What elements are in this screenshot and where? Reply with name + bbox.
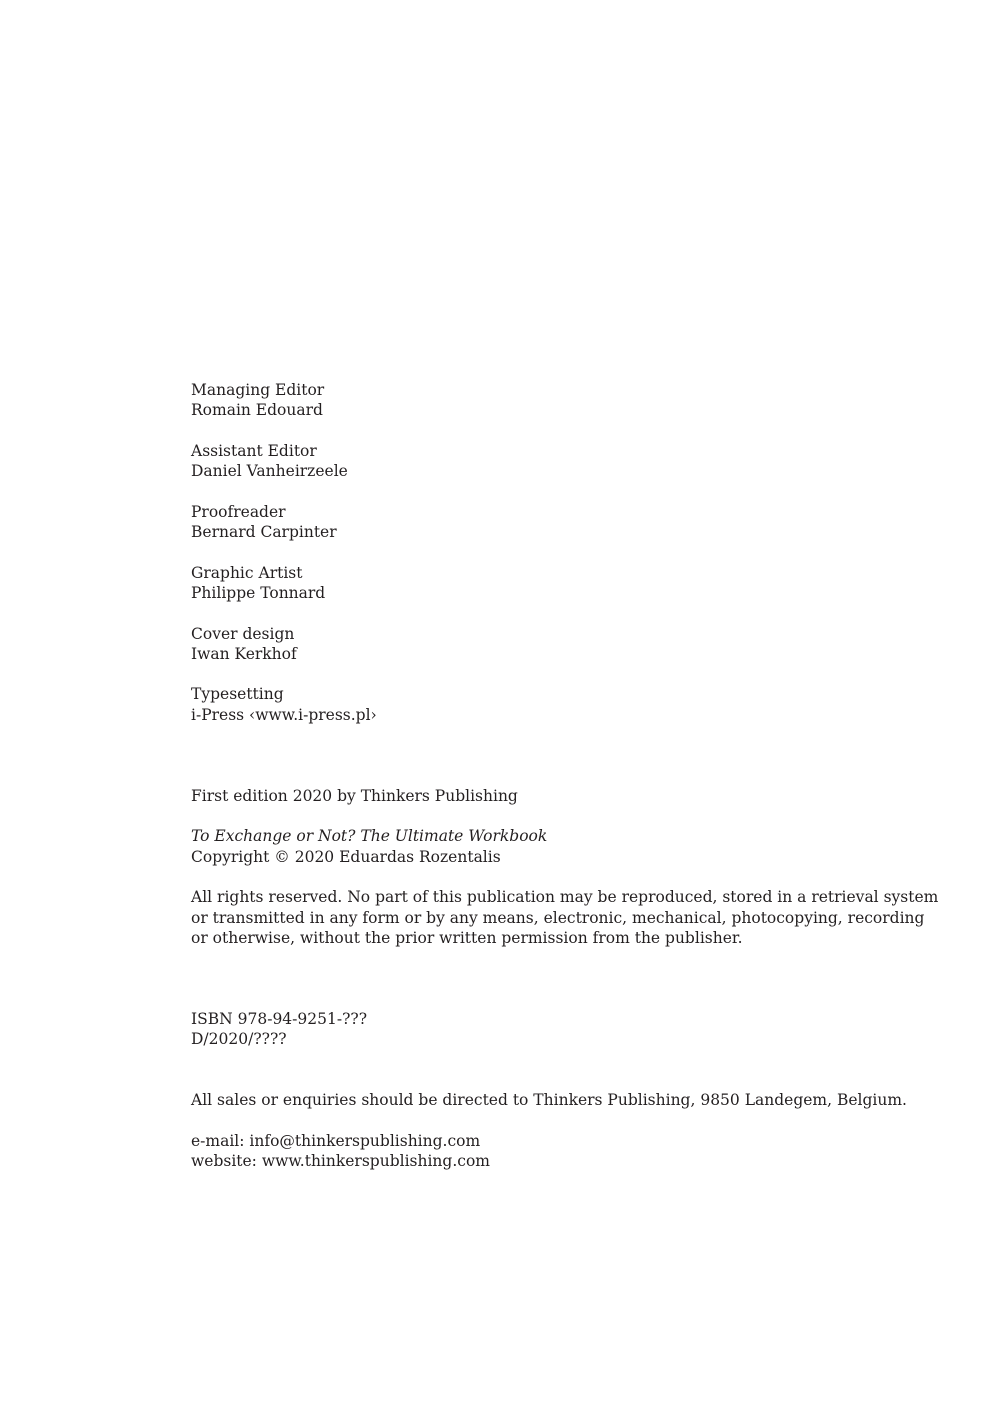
credit-proofreader [191,502,831,543]
credit-role: Cover design [191,624,295,643]
credit-name: Bernard Carpinter [191,523,337,542]
credit-graphic-artist [191,563,831,604]
credit-role: Managing Editor [191,381,325,399]
contact-website: website: www.thinkerspublishing.com [191,1152,490,1170]
credit-role: Assistant Editor [191,441,317,460]
credit-name: i-Press ‹www.i-press.pl› [191,705,377,724]
contact-email: e-mail: info@thinkerspublishing.com [191,1131,481,1150]
sales-enquiries: All sales or enquiries should be directed to Thinkers Publishing, 9850 Landegem, Belgium. [191,1091,907,1110]
credit-role: Proofreader [191,502,286,521]
book-title: To Exchange or Not? The Ultimate Workbook [191,827,548,846]
credit-name: Romain Edouard [191,401,323,420]
imprint-block [191,380,939,1171]
rights-statement [191,887,939,948]
credit-typesetting [191,684,831,725]
credit-name: Iwan Kerkhof [191,644,297,663]
credit-name: Philippe Tonnard [191,583,326,602]
credit-role: Typesetting [191,685,284,704]
credit-managing-editor [191,380,831,421]
credit-role: Graphic Artist [191,563,303,582]
credit-cover-design [191,624,831,665]
edition-statement: First edition 2020 by Thinkers Publishing [191,786,518,805]
legal-deposit: D/2020/???? [191,1030,287,1049]
credit-name: Daniel Vanheirzeele [191,462,348,481]
rights-line: or transmitted in any form or by any means, electronic, mechanical, photocopying, recording [191,908,925,927]
credit-assistant-editor [191,441,831,482]
rights-line: or otherwise, without the prior written permission from the publisher. [191,928,743,947]
rights-line: All rights reserved. No part of this publication may be reproduced, stored in a retrieval system [191,888,939,907]
isbn: ISBN 978-94-9251-??? [191,1010,368,1029]
copyright-notice: Copyright © 2020 Eduardas Rozentalis [191,847,501,866]
